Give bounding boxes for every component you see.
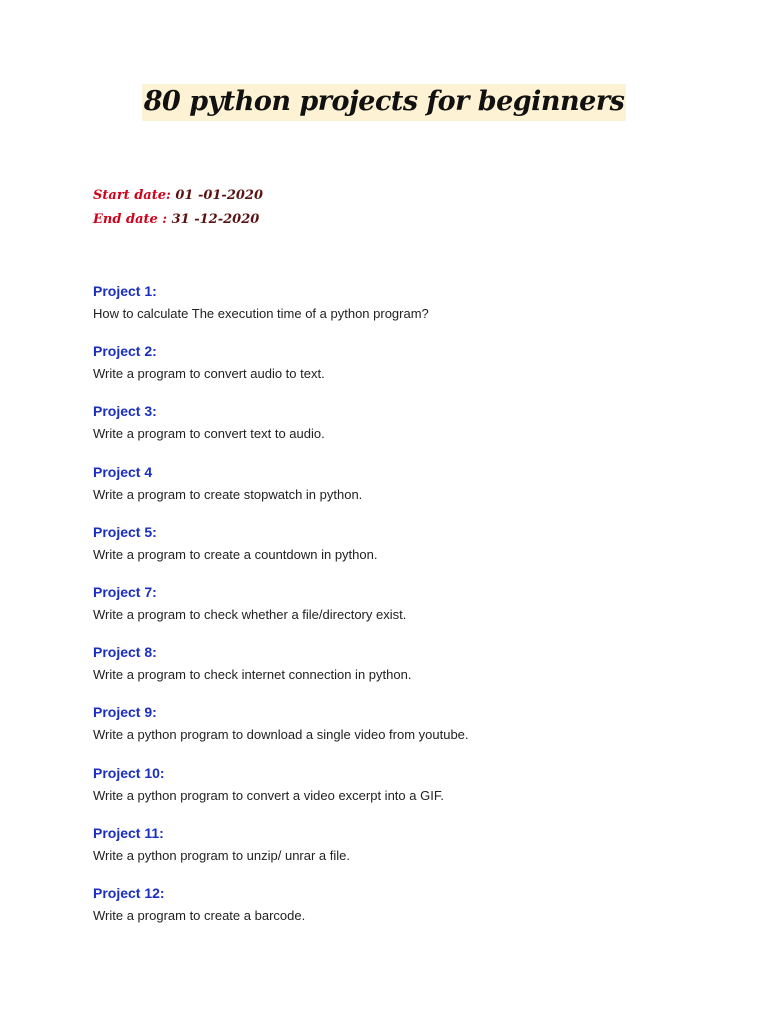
date-block	[93, 184, 263, 232]
project-label: Project 9:	[93, 704, 157, 721]
project-label: Project 7:	[93, 583, 157, 600]
project-list	[93, 281, 713, 943]
project-description: Write a python program to unzip/ unrar a file.	[93, 847, 350, 863]
project-description: Write a python program to download a single video from youtube.	[93, 727, 469, 743]
start-date-line	[93, 184, 263, 208]
end-date-value: 31 -12-2020	[171, 212, 260, 227]
project-item	[93, 341, 713, 401]
project-item	[93, 702, 713, 762]
start-date-label: Start date:	[93, 188, 171, 203]
project-description: Write a python program to convert a video excerpt into a GIF.	[93, 787, 444, 803]
project-item	[93, 522, 713, 582]
project-item	[93, 401, 713, 461]
end-date-label: End date :	[93, 212, 168, 227]
project-label: Project 4	[93, 463, 153, 480]
project-label: Project 3:	[93, 403, 157, 420]
project-description: Write a program to check whether a file/directory exist.	[93, 606, 407, 622]
project-label: Project 2:	[93, 343, 157, 360]
project-item	[93, 281, 713, 341]
project-label: Project 12:	[93, 884, 165, 901]
project-description: Write a program to check internet connection in python.	[93, 667, 412, 683]
end-date-line	[93, 208, 263, 232]
project-description: Write a program to convert audio to text.	[93, 366, 325, 382]
project-item	[93, 823, 713, 883]
project-description: Write a program to convert text to audio.	[93, 426, 325, 442]
page-title: 80 python projects for beginners	[142, 84, 627, 121]
project-label: Project 11:	[93, 824, 164, 841]
title-container	[0, 84, 768, 121]
project-description: Write a program to create a barcode.	[93, 907, 306, 923]
start-date-value: 01 -01-2020	[175, 188, 264, 203]
project-label: Project 10:	[93, 764, 165, 781]
project-label: Project 5:	[93, 523, 157, 540]
project-description: Write a program to create stopwatch in python.	[93, 486, 363, 502]
project-item	[93, 462, 713, 522]
project-item	[93, 642, 713, 702]
project-item	[93, 883, 713, 943]
project-label: Project 8:	[93, 644, 157, 661]
project-description: Write a program to create a countdown in python.	[93, 546, 378, 562]
project-description: How to calculate The execution time of a python program?	[93, 306, 429, 321]
project-item	[93, 763, 713, 823]
project-label: Project 1:	[93, 283, 157, 299]
project-item	[93, 582, 713, 642]
